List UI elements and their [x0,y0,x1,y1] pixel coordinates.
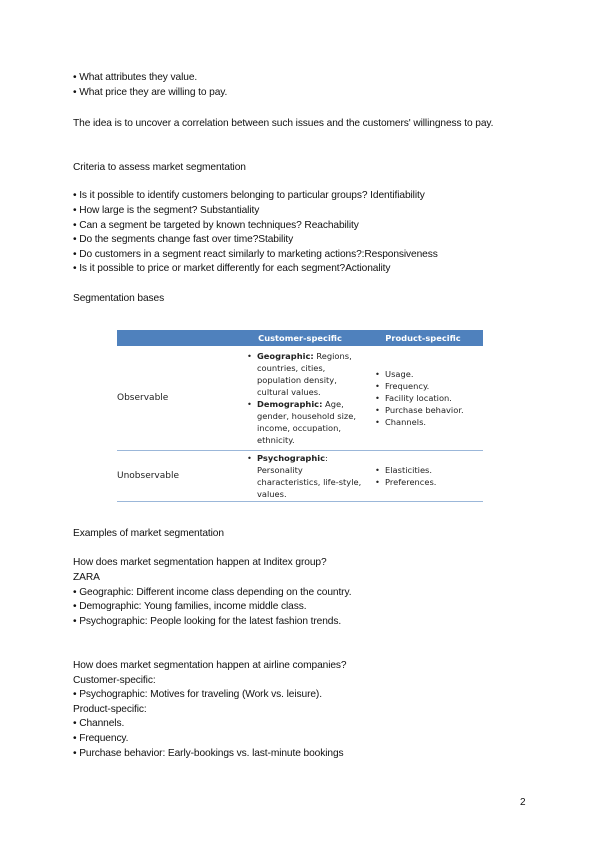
airline-product-item: • Frequency. [73,733,129,744]
criteria-item: • How large is the segment? Substantiality [73,205,260,216]
intro-paragraph: The idea is to uncover a correlation between such issues and the customers' willingness to pay. [73,118,494,129]
list-item: • Demographic: Age, gender, household size, income, occupation, ethnicity. [257,398,363,446]
customer-specific-cell [237,451,363,502]
airline-product-item: • Purchase behavior: Early-bookings vs. last-minute bookings [73,748,344,759]
intro-bullet: • What price they are willing to pay. [73,87,228,98]
airline-customer-item: • Psychographic: Motives for traveling (Work vs. leisure). [73,689,322,700]
criteria-item: • Is it possible to price or market differently for each segment?Actionality [73,263,391,274]
segmentation-table [117,330,483,502]
list-item: • Elasticities. [385,464,483,476]
criteria-item: • Can a segment be targeted by known techniques? Reachability [73,220,359,231]
criteria-item: • Is it possible to identify customers belonging to particular groups? Identifiability [73,190,425,201]
customer-specific-cell [237,346,363,451]
airline-product-label: Product-specific: [73,704,147,715]
page-number: 2 [520,797,526,808]
product-specific-cell [363,346,483,451]
criteria-item: • Do customers in a segment react similarly to marketing actions?:Responsiveness [73,249,438,260]
product-specific-cell [363,451,483,502]
list-item: • Frequency. [385,380,483,392]
airline-customer-label: Customer-specific: [73,675,156,686]
list-item: • Psychographic: Personality characteristics, life-style, values. [257,452,363,500]
list-item: • Preferences. [385,476,483,488]
inditex-item: • Demographic: Young families, income middle class. [73,601,307,612]
inditex-item: • Geographic: Different income class depending on the country. [73,587,352,598]
row-label: Observable [117,346,237,451]
table-row [117,451,483,502]
airline-question: How does market segmentation happen at airline companies? [73,660,347,671]
table-header-cell: Customer-specific [237,330,363,346]
intro-bullet: • What attributes they value. [73,72,198,83]
inditex-item: • Psychographic: People looking for the latest fashion trends. [73,616,342,627]
list-item: • Channels. [385,416,483,428]
inditex-brand: ZARA [73,572,100,583]
table-row [117,346,483,451]
row-label: Unobservable [117,451,237,502]
examples-heading: Examples of market segmentation [73,528,224,539]
list-item: • Facility location. [385,392,483,404]
table-header-cell: Product-specific [363,330,483,346]
list-item: • Purchase behavior. [385,404,483,416]
bases-heading: Segmentation bases [73,293,165,304]
criteria-item: • Do the segments change fast over time?Stability [73,234,294,245]
airline-product-item: • Channels. [73,718,125,729]
inditex-question: How does market segmentation happen at Inditex group? [73,557,327,568]
table-header-cell [117,330,237,346]
criteria-heading: Criteria to assess market segmentation [73,162,246,173]
table-header-row [117,330,483,346]
list-item: • Usage. [385,368,483,380]
list-item: • Geographic: Regions, countries, cities, population density, cultural values. [257,350,363,398]
